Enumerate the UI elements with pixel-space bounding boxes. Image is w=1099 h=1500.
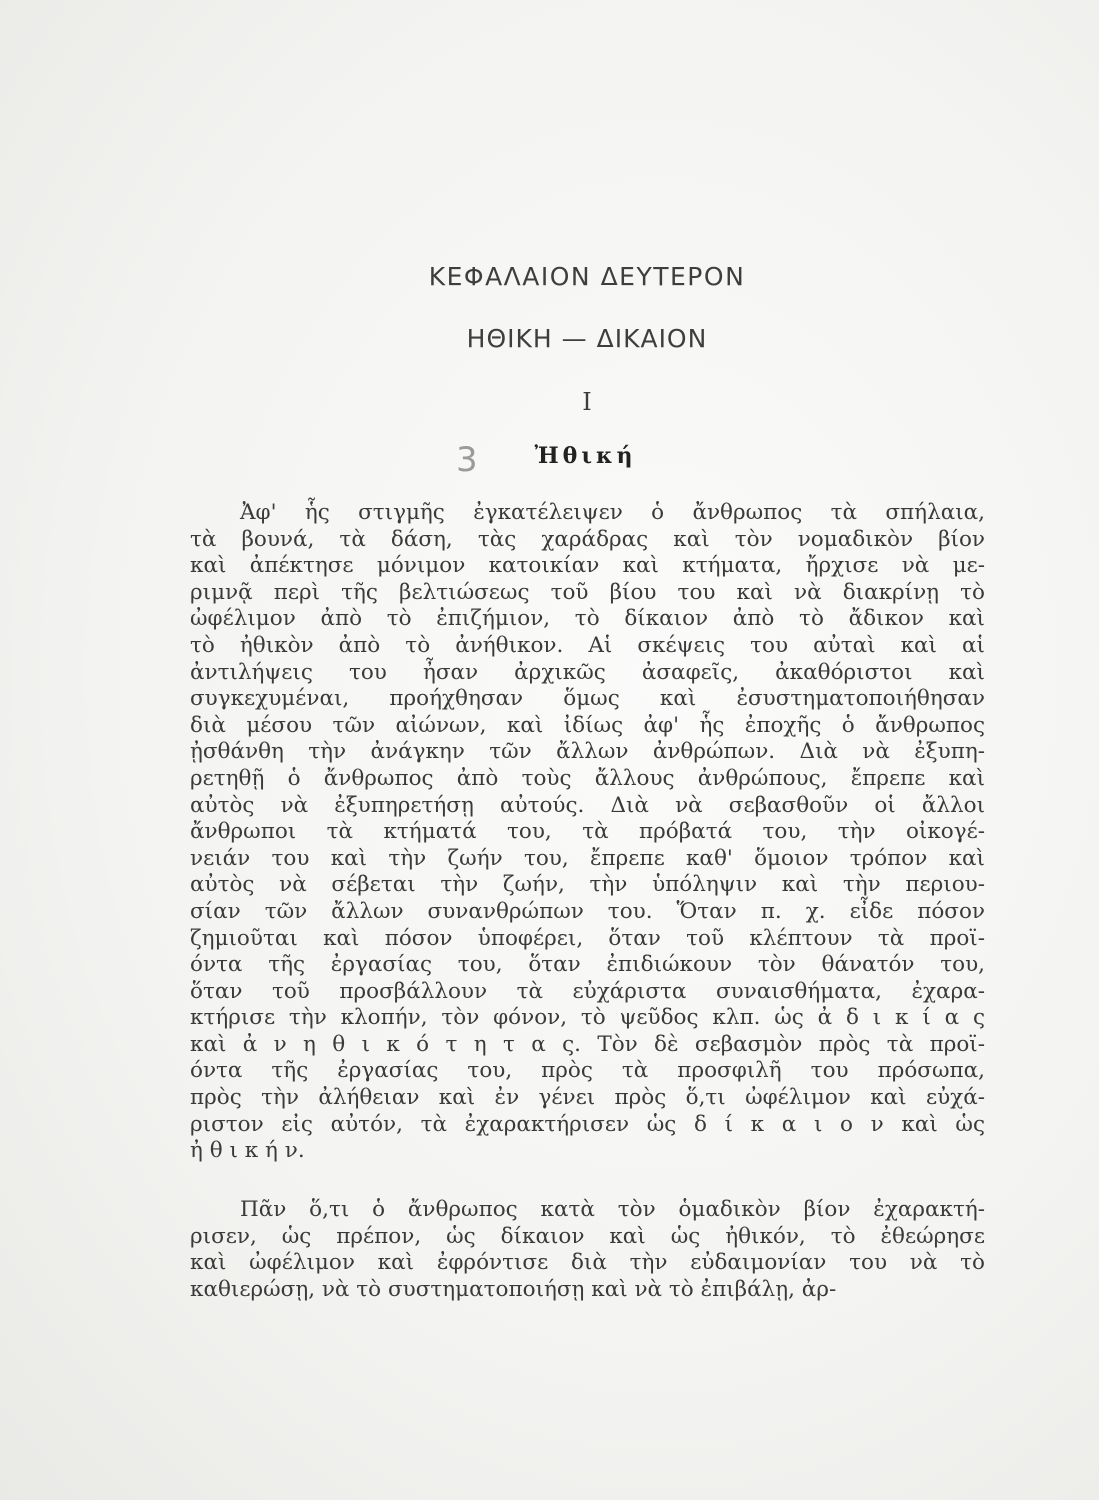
text-line: καὶ ἀπέκτησε μόνιμον κατοικίαν καὶ κτήματα, ἤρχισε νὰ με- [190,553,985,579]
text-line: ᾐσθάνθη τὴν ἀνάγκην τῶν ἄλλων ἀνθρώπων. Διὰ νὰ ἐξυπη- [190,739,985,765]
text-line: σίαν τῶν ἄλλων συνανθρώπων του. Ὅταν π. χ. εἶδε πόσον [190,898,985,924]
section-title: Ἠθική [534,443,637,469]
text-line: τὰ βουνά, τὰ δάση, τὰς χαράδρας καὶ τὸν νομαδικὸν βίον [190,526,985,552]
text-line: όντα τῆς ἐργασίας του, ὅταν ἐπιδιώκουν τὸν θάνατόν του, [190,952,985,978]
text-line: ριμνᾷ περὶ τῆς βελτιώσεως τοῦ βίου του καὶ νὰ διακρίνῃ τὸ [190,579,985,605]
text-line: ζημιοῦται καὶ πόσον ὑποφέρει, ὅταν τοῦ κλέπτουν τὰ προϊ- [190,925,985,951]
pencil-mark: 3 [456,440,478,480]
text-line: ὅταν τοῦ προσβάλλουν τὰ εὐχάριστα συναισθήματα, ἐχαρα- [190,978,985,1004]
paragraph-1 [190,500,985,1165]
paragraph-2 [190,1197,985,1303]
text-line: ὠφέλιμον ἀπὸ τὸ ἐπιζήμιον, τὸ δίκαιον ἀπὸ τὸ ἄδικον καὶ [190,606,985,632]
text-line: καθιερώσῃ, νὰ τὸ συστηματοποιήσῃ καὶ νὰ τὸ ἐπιβάλῃ, ἀρ- [190,1276,837,1302]
text-line: Ἀφ' ἧς στιγμῆς ἐγκατέλειψεν ὁ ἄνθρωπος τὰ σπήλαια, [240,500,985,525]
text-line: πρὸς τὴν ἀλήθειαν καὶ ἐν γένει πρὸς ὅ,τι ὠφέλιμον καὶ εὐχά- [190,1085,985,1111]
text-line: συγκεχυμέναι, προήχθησαν ὅμως καὶ ἐσυστηματοποιήθησαν [190,686,985,712]
text-line: ρισεν, ὡς πρέπον, ὡς δίκαιον καὶ ὡς ἠθικόν, τὸ ἐθεώρησε [190,1223,985,1249]
text-line: ἄνθρωποι τὰ κτήματά του, τὰ πρόβατά του, τὴν οἰκογέ- [190,819,985,845]
text-line: αὐτὸς νὰ σέβεται τὴν ζωήν, τὴν ὑπόληψιν καὶ τὴν περιου- [190,872,985,898]
text-line: ρετηθῇ ὁ ἄνθρωπος ἀπὸ τοὺς ἄλλους ἀνθρώπους, ἔπρεπε καὶ [190,765,985,791]
text-line: καὶ ἀ ν η θ ι κ ό τ η τ α ς. Τὸν δὲ σεβασμὸν πρὸς τὰ προϊ- [190,1031,985,1057]
text-line: διὰ μέσου τῶν αἰώνων, καὶ ἰδίως ἀφ' ἧς ἐποχῆς ὁ ἄνθρωπος [190,712,985,738]
text-line: ἀντιλήψεις του ἦσαν ἀρχικῶς ἀσαφεῖς, ἀκαθόριστοι καὶ [190,659,985,685]
text-line: Πᾶν ὅ,τι ὁ ἄνθρωπος κατὰ τὸν ὁμαδικὸν βίον ἐχαρακτή- [240,1197,985,1222]
text-line: ἠ θ ι κ ή ν. [190,1138,305,1164]
chapter-subtitle: ΗΘΙΚΗ — ΔΙΚΑΙΟΝ [466,324,708,353]
text-line: αὐτὸς νὰ ἐξυπηρετήσῃ αὐτούς. Διὰ νὰ σεβασθοῦν οἱ ἄλλοι [190,792,985,818]
text-line: κτήρισε τὴν κλοπήν, τὸν φόνον, τὸ ψεῦδος κλπ. ὡς ἀ δ ι κ ί α ς [190,1005,985,1031]
section-numeral: Ι [582,388,592,416]
text-line: τὸ ἠθικὸν ἀπὸ τὸ ἀνήθικον. Αἱ σκέψεις του αὐταὶ καὶ αἱ [190,632,985,658]
text-line: ριστον εἰς αὐτόν, τὰ ἐχαρακτήρισεν ὡς δ ί κ α ι ο ν καὶ ὡς [190,1111,985,1137]
text-line: όντα τῆς ἐργασίας του, πρὸς τὰ προσφιλῆ του πρόσωπα, [190,1058,985,1084]
chapter-title: ΚΕΦΑΛΑΙΟΝ ΔΕΥΤΕΡΟΝ [428,262,746,291]
text-line: νειάν του καὶ τὴν ζωήν του, ἔπρεπε καθ' ὅμοιον τρόπον καὶ [190,845,985,871]
text-line: καὶ ὠφέλιμον καὶ ἐφρόντισε διὰ τὴν εὐδαιμονίαν του νὰ τὸ [190,1250,985,1276]
